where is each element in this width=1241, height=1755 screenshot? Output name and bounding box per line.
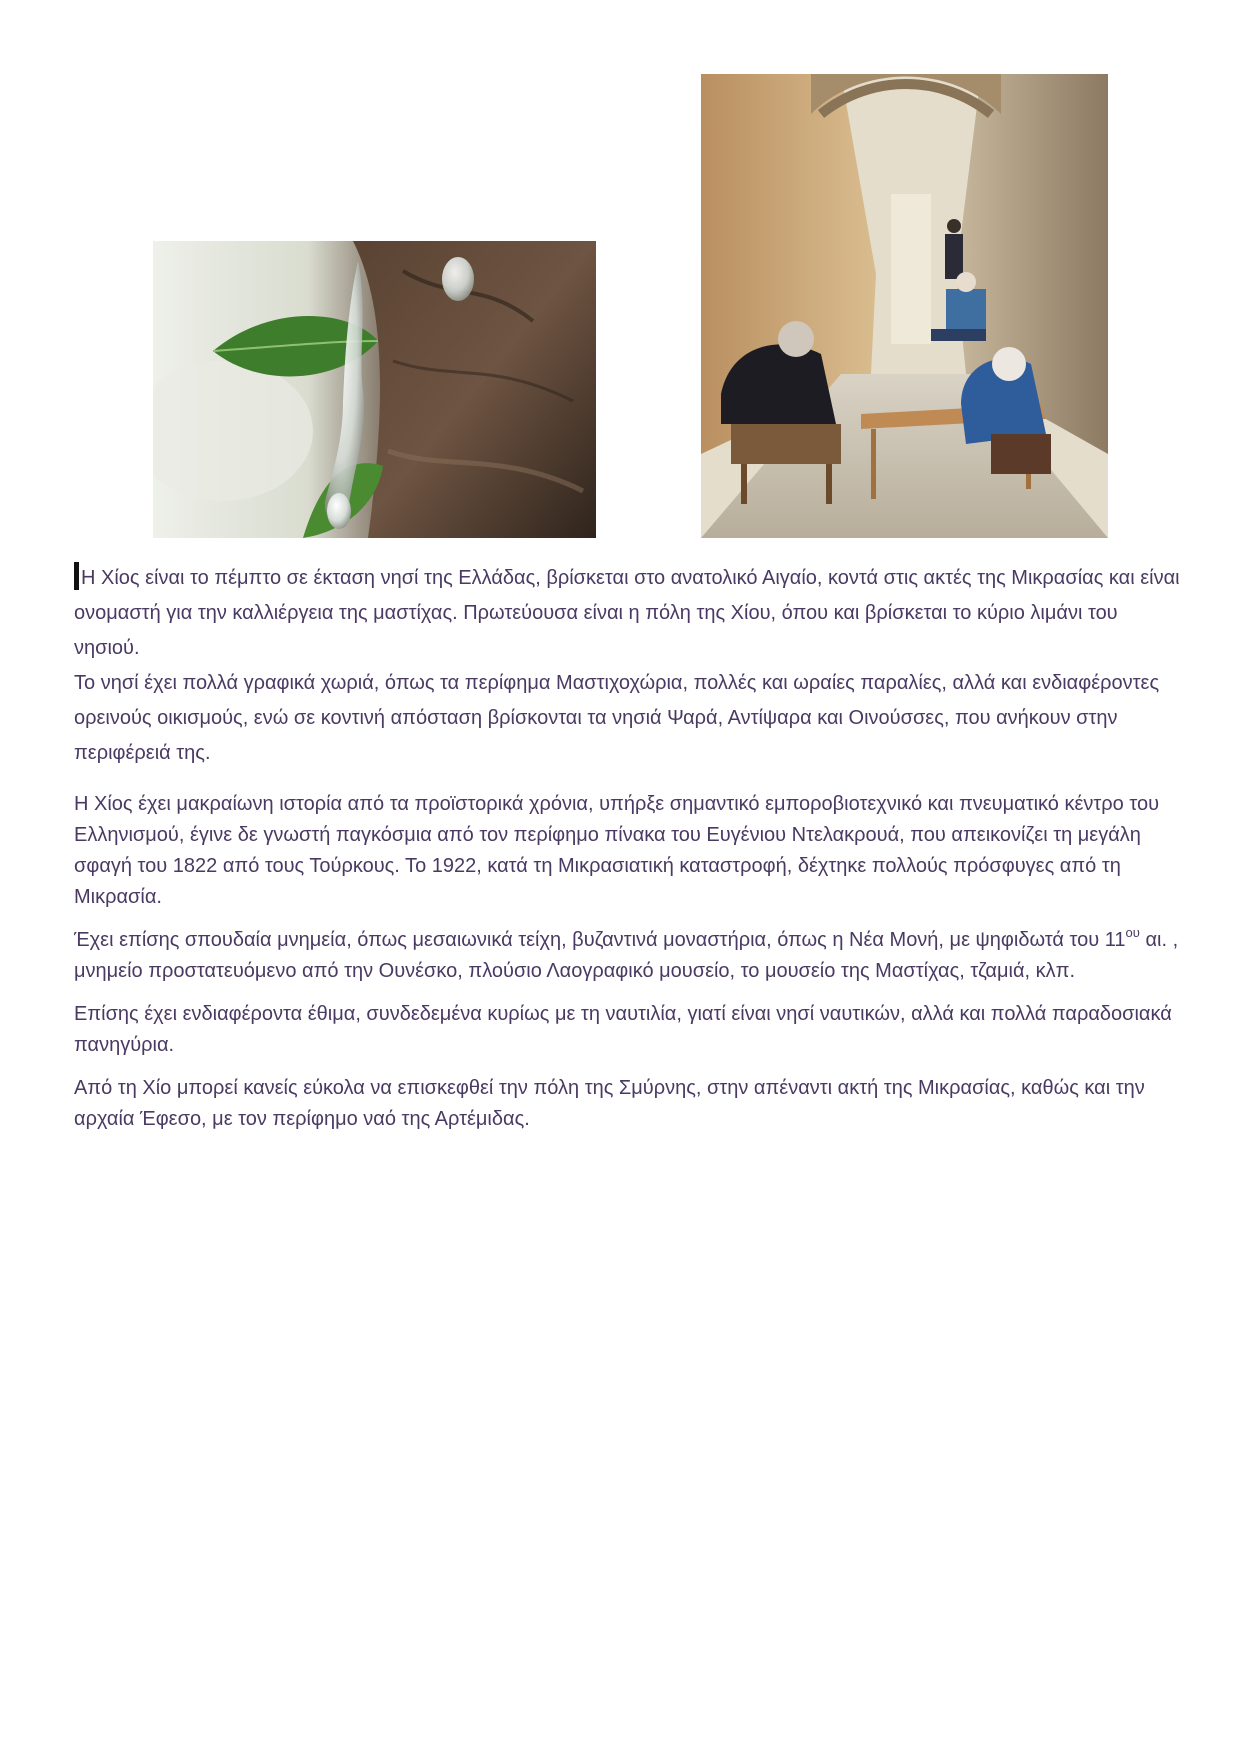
monuments-text-2: αι. , μνημείο προστατευόμενο από την Ουνέσκο, πλούσιο Λαογραφικό μουσείο, το μουσείο της Μαστίχας, τζαμιά, κλπ. [74,929,1179,982]
text-cursor [74,562,79,590]
village-alley-photo [701,74,1108,538]
body-section [74,789,1184,1147]
travel-paragraph: Από τη Χίο μπορεί κανείς εύκολα να επισκεφθεί την πόλη της Σμύρνης, στην απέναντι ακτή της Μικρασίας, καθώς και την αρχαία Έφεσο, με τον περίφημο ναό της Αρτέμιδας. [74,1077,1145,1130]
intro-section [74,561,1184,771]
mastic-resin-photo [153,241,596,538]
intro-paragraph-1 [74,561,1184,666]
customs-paragraph: Επίσης έχει ενδιαφέροντα έθιμα, συνδεδεμένα κυρίως με τη ναυτιλία, γιατί είναι νησί ναυτικών, αλλά και πολλά παραδοσιακά πανηγύρια. [74,1003,1172,1056]
intro-text-1: Η Χίος είναι το πέμπτο σε έκταση νησί της Ελλάδας, βρίσκεται στο ανατολικό Αιγαίο, κοντά στις ακτές της Μικρασίας και είναι ονομαστή για την καλλιέργεια της μαστίχας. Πρωτεύουσα είναι η πόλη της Χίου, όπου και βρίσκεται το κύριο λιμάνι του νησιού. [74,567,1180,659]
history-paragraph: Η Χίος έχει μακραίωνη ιστορία από τα προϊστορικά χρόνια, υπήρξε σημαντικό εμποροβιοτεχνικό και πνευματικό κέντρο του Ελληνισμού, έγινε δε γνωστή παγκόσμια από τον περίφημο πίνακα του Ευγένιου Ντελακρουά, που απεικονίζει τη μεγάλη σφαγή του 1822 από τους Τούρκους. Το 1922, κατά τη Μικρασιατική καταστροφή, δέχτηκε πολλούς πρόσφυγες από τη Μικρασία. [74,793,1160,908]
monuments-paragraph [74,925,1184,987]
intro-paragraph-2: Το νησί έχει πολλά γραφικά χωριά, όπως τα περίφημα Μαστιχοχώρια, πολλές και ωραίες παραλίες, αλλά και ενδιαφέροντες ορεινούς οικισμούς, ενώ σε κοντινή απόσταση βρίσκονται τα νησιά Ψαρά, Αντίψαρα και Οινούσσες, που ανήκουν στην περιφέρειά της. [74,672,1160,764]
monuments-text-1: Έχει επίσης σπουδαία μνημεία, όπως μεσαιωνικά τείχη, βυζαντινά μοναστήρια, όπως η Νέα Μονή, με ψηφιδωτά του 11 [74,929,1126,951]
ordinal-superscript: ου [1125,925,1140,940]
